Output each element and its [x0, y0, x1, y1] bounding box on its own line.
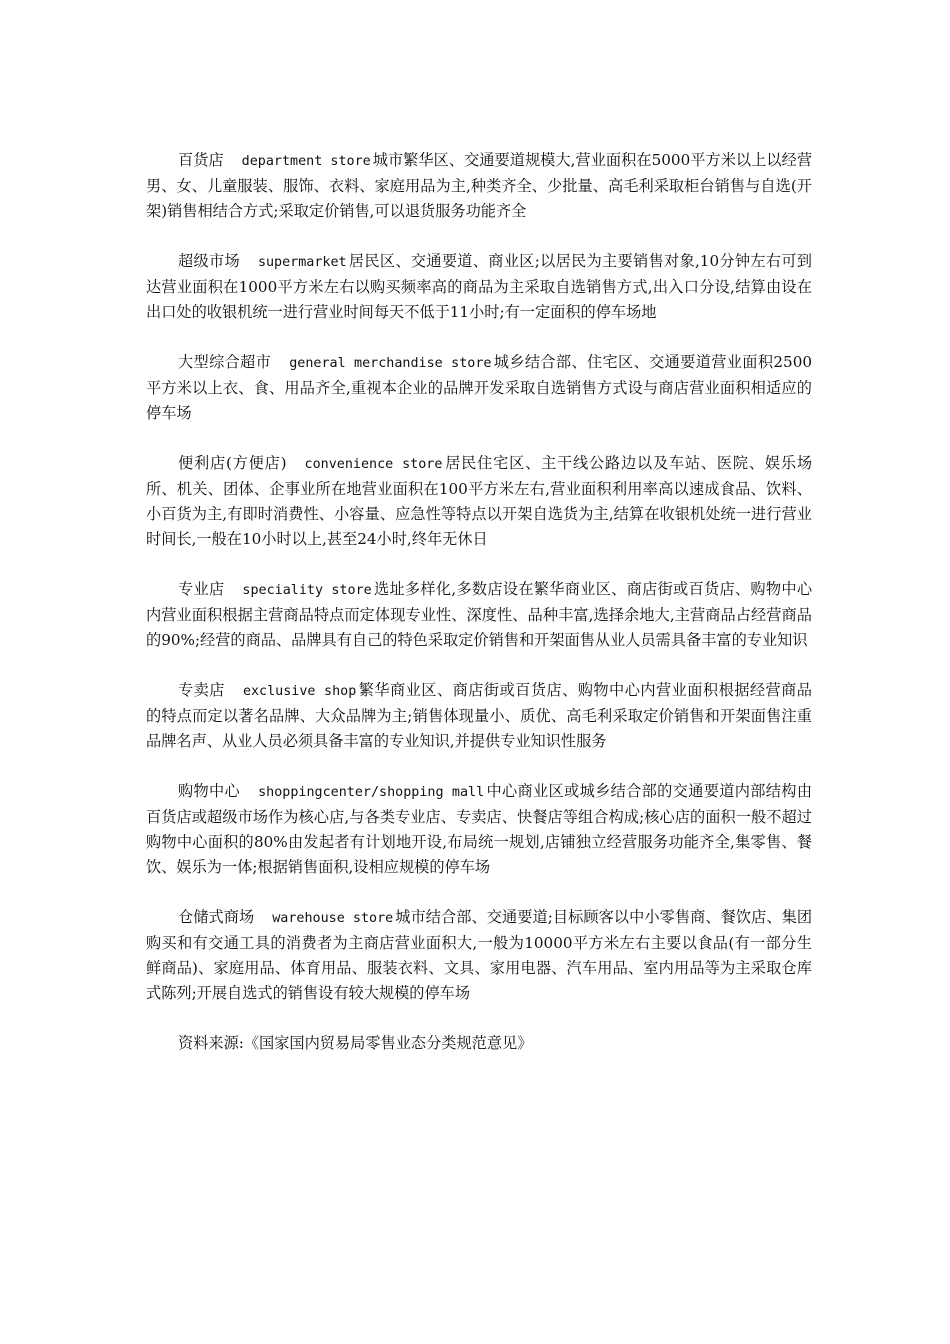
format-description: 选址多样化,多数店设在繁华商业区、商店街或百货店、购物中心内营业面积根据主营商品特点而定体现专业性、深度性、品种丰富,选择余地大,主营商品占经营商品的90%;经营的商品、品牌具有自己的特色采取定价销售和开架面售从业人员需具备丰富的专业知识 — [146, 580, 813, 649]
format-paragraph-convenience-store — [146, 451, 812, 552]
document-body — [146, 148, 812, 1056]
format-title: 购物中心 — [178, 782, 241, 800]
format-description: 城市结合部、交通要道;目标顾客以中小零售商、餐饮店、集团购买和有交通工具的消费者为主商店营业面积大,一般为10000平方米左右主要以食品(有一部分生鲜商品)、家庭用品、体育用品、服装衣料、文具、家用电器、汽车用品、室内用品等为主采取仓库式陈列;开展自选式的销售设有较大规模的停车场 — [146, 908, 813, 1002]
format-description: 城市繁华区、交通要道规模大,营业面积在5000平方米以上以经营男、女、儿童服装、服饰、衣料、家庭用品为主,种类齐全、少批量、高毛利采取柜台销售与自选(开架)销售相结合方式;采取定价销售,可以退货服务功能齐全 — [146, 151, 813, 220]
format-paragraph-exclusive-shop — [146, 678, 812, 754]
format-description: 繁华商业区、商店街或百货店、购物中心内营业面积根据经营商品的特点而定以著名品牌、大众品牌为主;销售体现量小、质优、高毛利采取定价销售和开架面售注重品牌名声、从业人员必须具备丰富的专业知识,并提供专业知识性服务 — [146, 681, 812, 750]
format-title: 超级市场 — [178, 252, 240, 270]
format-title: 大型综合超市 — [178, 353, 272, 371]
source-citation: 资料来源:《国家国内贸易局零售业态分类规范意见》 — [178, 1034, 533, 1052]
format-title: 专业店 — [178, 580, 225, 598]
format-paragraph-general-merchandise-store — [146, 350, 812, 426]
format-description: 中心商业区或城乡结合部的交通要道内部结构由百货店或超级市场作为核心店,与各类专业店、专卖店、快餐店等组合构成;核心店的面积一般不超过购物中心面积的80%由发起者有计划地开设,布局统一规划,店铺独立经营服务功能齐全,集零售、餐饮、娱乐为一体;根据销售面积,设相应规模的停车场 — [146, 782, 813, 876]
format-english-name: warehouse store — [272, 911, 394, 926]
format-description: 居民住宅区、主干线公路边以及车站、医院、娱乐场所、机关、团体、企事业所在地营业面积在100平方米左右,营业面积利用率高以速成食品、饮料、小百货为主,有即时消费性、小容量、应急性等特点以开架自选货为主,结算在收银机处统一进行营业时间长,一般在10小时以上,甚至24小时,终年无休日 — [146, 454, 813, 548]
format-english-name: department store — [241, 154, 371, 169]
format-title: 百货店 — [178, 151, 224, 169]
format-title: 便利店(方便店) — [178, 454, 287, 472]
format-english-name: supermarket — [257, 255, 347, 270]
format-english-name: shoppingcenter/shopping mall — [258, 785, 485, 800]
format-paragraph-speciality-store — [146, 577, 812, 653]
format-paragraph-department-store — [146, 148, 812, 224]
format-title: 仓储式商场 — [178, 908, 255, 926]
format-english-name: speciality store — [242, 583, 372, 598]
format-title: 专卖店 — [178, 681, 225, 699]
format-paragraph-shopping-mall — [146, 779, 812, 880]
format-description: 城乡结合部、住宅区、交通要道营业面积2500平方米以上衣、食、用品齐全,重视本企业的品牌开发采取自选销售方式设与商店营业面积相适应的停车场 — [146, 353, 813, 422]
format-description: 居民区、交通要道、商业区;以居民为主要销售对象,10分钟左右可到达营业面积在1000平方米左右以购买频率高的商品为主采取自选销售方式,出入口分设,结算由设在出口处的收银机统一进行营业时间每天不低于11小时;有一定面积的停车场地 — [146, 252, 812, 321]
format-paragraph-warehouse-store — [146, 905, 812, 1006]
format-paragraph-supermarket — [146, 249, 812, 325]
format-english-name: convenience store — [304, 457, 443, 472]
format-english-name: exclusive shop — [242, 684, 357, 699]
format-english-name: general merchandise store — [289, 356, 492, 371]
